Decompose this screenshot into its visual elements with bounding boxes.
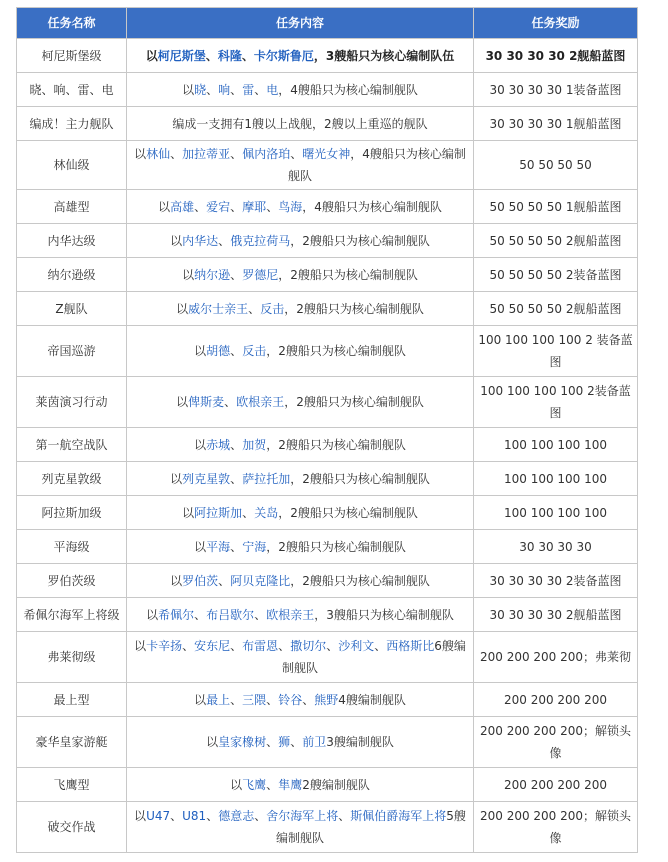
ship-link[interactable]: 卡辛扬 <box>146 639 183 653</box>
ship-separator: 、 <box>182 639 195 653</box>
content-prefix: 以 <box>194 344 207 358</box>
table-body <box>17 39 638 853</box>
content-suffix: 5艘编制舰队 <box>275 809 466 845</box>
task-reward: 200 200 200 200 <box>474 768 638 802</box>
ship-separator: 、 <box>206 82 219 97</box>
task-content <box>127 802 474 853</box>
task-reward: 100 100 100 100 <box>474 462 638 496</box>
task-reward: 100 100 100 100 <box>474 428 638 462</box>
ship-separator: 、 <box>326 639 339 653</box>
content-suffix: ，2艘船只为核心编制舰队 <box>290 233 430 248</box>
content-prefix: 以 <box>194 539 207 554</box>
content-prefix: 以 <box>145 48 158 63</box>
task-name: 平海级 <box>17 530 127 564</box>
task-content <box>127 462 474 496</box>
content-prefix: 以 <box>170 573 183 588</box>
content-suffix: ，2艘船只为核心编制舰队 <box>266 437 406 452</box>
table-row <box>17 564 638 598</box>
content-suffix: ，4艘船只为核心编制舰队 <box>302 199 442 214</box>
ship-link[interactable]: 列克星敦 <box>182 471 231 486</box>
task-name: 纳尔逊级 <box>17 258 127 292</box>
ship-link[interactable]: 科隆 <box>217 48 242 63</box>
task-reward: 50 50 50 50 2舰船蓝图 <box>474 292 638 326</box>
ship-separator: 、 <box>266 735 279 749</box>
ship-separator: 、 <box>242 505 255 520</box>
task-reward: 200 200 200 200；解锁头像 <box>474 717 638 768</box>
content-prefix: 以 <box>182 82 195 97</box>
task-reward: 30 30 30 30 2舰船蓝图 <box>474 39 638 73</box>
task-name: 晓、响、雷、电 <box>17 73 127 107</box>
content-suffix: ，2艘船只为核心编制舰队 <box>290 573 430 588</box>
content-suffix: 6艘编制舰队 <box>281 639 466 675</box>
table-row <box>17 73 638 107</box>
task-content <box>127 326 474 377</box>
content-suffix: ，4艘船只为核心编制舰队 <box>287 147 466 183</box>
content-prefix: 以 <box>158 199 171 214</box>
table-row <box>17 462 638 496</box>
ship-link[interactable]: 西格斯比 <box>386 639 435 653</box>
ship-link[interactable]: 安东尼 <box>194 639 231 653</box>
ship-separator: 、 <box>338 809 351 823</box>
ship-separator: 、 <box>230 199 243 214</box>
ship-link[interactable]: 三隈 <box>242 692 267 707</box>
content-prefix: 以 <box>146 607 159 622</box>
table-row <box>17 190 638 224</box>
task-name: 帝国巡游 <box>17 326 127 377</box>
content-suffix: ，3艘船只为核心编制舰队 <box>314 607 454 622</box>
task-name: 阿拉斯加级 <box>17 496 127 530</box>
task-name: 内华达级 <box>17 224 127 258</box>
ship-link[interactable]: 内华达 <box>182 233 219 248</box>
ship-separator: 、 <box>230 437 243 452</box>
ship-link[interactable]: 宁海 <box>242 539 267 554</box>
ship-separator: 、 <box>230 344 243 358</box>
task-reward: 30 30 30 30 2舰船蓝图 <box>474 598 638 632</box>
ship-link[interactable]: 柯尼斯堡 <box>157 48 206 63</box>
ship-separator: 、 <box>206 809 219 823</box>
content-prefix: 以 <box>134 809 147 823</box>
task-content <box>127 683 474 717</box>
ship-link[interactable]: 摩耶 <box>242 199 267 214</box>
ship-link[interactable]: 罗伯茨 <box>182 573 219 588</box>
content-suffix: ，2艘船只为核心编制舰队 <box>266 539 406 554</box>
content-prefix: 以 <box>194 692 207 707</box>
task-content <box>127 73 474 107</box>
ship-link[interactable]: 熊野 <box>314 692 339 707</box>
task-reward: 30 30 30 30 2装备蓝图 <box>474 564 638 598</box>
task-reward: 50 50 50 50 1舰船蓝图 <box>474 190 638 224</box>
ship-link[interactable]: 纳尔逊 <box>194 267 231 282</box>
task-content <box>127 377 474 428</box>
content-suffix: ，3艘船只为核心编制队伍 <box>313 48 455 63</box>
ship-link[interactable]: 铃谷 <box>278 692 303 707</box>
ship-link[interactable]: 林仙 <box>146 147 171 161</box>
ship-link[interactable]: 皇家橡树 <box>218 735 267 749</box>
content-prefix: 以 <box>194 437 207 452</box>
task-content <box>127 39 474 73</box>
ship-separator: 、 <box>266 692 279 707</box>
ship-link[interactable]: 阿拉斯加 <box>194 505 243 520</box>
ship-link[interactable]: 曙光女神 <box>302 147 351 161</box>
task-name: 破交作战 <box>17 802 127 853</box>
ship-link[interactable]: 撒切尔 <box>290 639 327 653</box>
table-row <box>17 598 638 632</box>
table-row <box>17 428 638 462</box>
task-name: 第一航空战队 <box>17 428 127 462</box>
content-prefix: 以 <box>182 505 195 520</box>
table-row <box>17 141 638 190</box>
ship-link[interactable]: 布雷恩 <box>242 639 279 653</box>
ship-separator: 、 <box>290 735 303 749</box>
header-row <box>17 8 638 39</box>
task-content <box>127 428 474 462</box>
ship-separator: 、 <box>205 48 218 63</box>
ship-separator: 、 <box>230 471 243 486</box>
content-suffix: ，2艘船只为核心编制舰队 <box>284 301 424 316</box>
task-content <box>127 141 474 190</box>
content-prefix: 以 <box>170 233 183 248</box>
task-content <box>127 258 474 292</box>
task-content <box>127 768 474 802</box>
task-name: 飞鹰型 <box>17 768 127 802</box>
ship-link[interactable]: 阿贝克隆比 <box>230 573 291 588</box>
ship-link[interactable]: 狮 <box>278 735 291 749</box>
content-suffix: ，2艘船只为核心编制舰队 <box>290 471 430 486</box>
ship-link[interactable]: 鸟海 <box>278 199 303 214</box>
mission-table <box>16 7 638 853</box>
ship-separator: 、 <box>218 573 231 588</box>
task-name: 编成！主力舰队 <box>17 107 127 141</box>
task-reward: 200 200 200 200；弗莱彻 <box>474 632 638 683</box>
ship-link[interactable]: 舍尔海军上将 <box>266 809 339 823</box>
content-prefix: 以 <box>170 471 183 486</box>
ship-link[interactable]: 佩内洛珀 <box>242 147 291 161</box>
task-content <box>127 496 474 530</box>
header-task-content: 任务内容 <box>127 8 474 39</box>
task-reward: 30 30 30 30 <box>474 530 638 564</box>
ship-separator: 、 <box>266 199 279 214</box>
task-reward: 100 100 100 100 <box>474 496 638 530</box>
ship-link[interactable]: 俾斯麦 <box>188 395 225 409</box>
task-name: 最上型 <box>17 683 127 717</box>
ship-link[interactable]: 反击 <box>242 344 267 358</box>
table-row <box>17 107 638 141</box>
task-name: 列克星敦级 <box>17 462 127 496</box>
content-prefix: 以 <box>134 147 147 161</box>
ship-separator: 、 <box>266 777 279 792</box>
ship-link[interactable]: 雷 <box>242 82 255 97</box>
task-content <box>127 107 474 141</box>
task-name: 林仙级 <box>17 141 127 190</box>
content-prefix: 以 <box>230 777 243 792</box>
ship-link[interactable]: 萨拉托加 <box>242 471 291 486</box>
content-suffix: 2艘编制舰队 <box>302 777 370 792</box>
ship-link[interactable]: 希佩尔 <box>158 607 195 622</box>
task-reward: 30 30 30 30 1装备蓝图 <box>474 73 638 107</box>
task-reward: 50 50 50 50 2舰船蓝图 <box>474 224 638 258</box>
task-content <box>127 292 474 326</box>
task-reward: 100 100 100 100 2 装备蓝图 <box>474 326 638 377</box>
ship-separator: 、 <box>374 639 387 653</box>
ship-separator: 、 <box>230 267 243 282</box>
content-prefix: 以 <box>176 395 189 409</box>
task-reward: 50 50 50 50 2装备蓝图 <box>474 258 638 292</box>
table-row <box>17 377 638 428</box>
task-name: 豪华皇家游艇 <box>17 717 127 768</box>
ship-link[interactable]: 高雄 <box>170 199 195 214</box>
ship-link[interactable]: 关岛 <box>254 505 279 520</box>
table-row <box>17 292 638 326</box>
task-reward: 200 200 200 200 <box>474 683 638 717</box>
table-row <box>17 632 638 683</box>
ship-separator: 、 <box>302 692 315 707</box>
ship-link[interactable]: 前卫 <box>302 735 327 749</box>
ship-link[interactable]: 响 <box>218 82 231 97</box>
ship-separator: 、 <box>230 639 243 653</box>
table-row <box>17 326 638 377</box>
ship-separator: 、 <box>230 147 243 161</box>
content-suffix: 3艘编制舰队 <box>326 735 394 749</box>
ship-link[interactable]: 加拉蒂亚 <box>182 147 231 161</box>
task-name: 希佩尔海军上将级 <box>17 598 127 632</box>
ship-link[interactable]: U81 <box>182 809 207 823</box>
table-header <box>17 8 638 39</box>
ship-separator: 、 <box>218 233 231 248</box>
content-suffix: ，4艘船只为核心编制舰队 <box>278 82 418 97</box>
table-row <box>17 224 638 258</box>
table-row <box>17 717 638 768</box>
task-content <box>127 632 474 683</box>
table-row <box>17 258 638 292</box>
header-task-name: 任务名称 <box>17 8 127 39</box>
ship-link[interactable]: 赤城 <box>206 437 231 452</box>
ship-link[interactable]: 最上 <box>206 692 231 707</box>
ship-separator: 、 <box>224 395 237 409</box>
task-name: 高雄型 <box>17 190 127 224</box>
ship-separator: 、 <box>170 809 183 823</box>
table-row <box>17 39 638 73</box>
task-name: Z舰队 <box>17 292 127 326</box>
ship-separator: 、 <box>194 199 207 214</box>
ship-separator: 、 <box>194 607 207 622</box>
header-task-reward: 任务奖励 <box>474 8 638 39</box>
content-prefix: 以 <box>206 735 219 749</box>
ship-link[interactable]: 俄克拉荷马 <box>230 233 291 248</box>
content-suffix: ，2艘船只为核心编制舰队 <box>284 395 424 409</box>
table-row <box>17 683 638 717</box>
ship-link[interactable]: 爱宕 <box>206 199 231 214</box>
ship-separator: 、 <box>290 147 303 161</box>
ship-link[interactable]: 飞鹰 <box>242 777 267 792</box>
task-reward: 50 50 50 50 <box>474 141 638 190</box>
ship-link[interactable]: 平海 <box>206 539 231 554</box>
task-content <box>127 530 474 564</box>
content-suffix: ，2艘船只为核心编制舰队 <box>278 505 418 520</box>
task-content <box>127 224 474 258</box>
task-reward: 100 100 100 100 2装备蓝图 <box>474 377 638 428</box>
ship-link[interactable]: 德意志 <box>218 809 255 823</box>
ship-separator: 、 <box>170 147 183 161</box>
table-row <box>17 530 638 564</box>
ship-link[interactable]: 隼鹰 <box>278 777 303 792</box>
table-row <box>17 768 638 802</box>
task-name: 柯尼斯堡级 <box>17 39 127 73</box>
task-name: 莱茵演习行动 <box>17 377 127 428</box>
content-prefix: 以 <box>134 639 147 653</box>
task-content <box>127 564 474 598</box>
task-name: 罗伯茨级 <box>17 564 127 598</box>
ship-separator: 、 <box>248 301 261 316</box>
ship-link[interactable]: 胡德 <box>206 344 231 358</box>
ship-link[interactable]: 罗德尼 <box>242 267 279 282</box>
ship-link[interactable]: 威尔士亲王 <box>188 301 249 316</box>
ship-link[interactable]: 反击 <box>260 301 285 316</box>
ship-separator: 、 <box>230 82 243 97</box>
task-reward: 30 30 30 30 1舰船蓝图 <box>474 107 638 141</box>
ship-link[interactable]: 晓 <box>194 82 207 97</box>
task-name: 弗莱彻级 <box>17 632 127 683</box>
task-reward: 200 200 200 200；解锁头像 <box>474 802 638 853</box>
ship-separator: 、 <box>254 809 267 823</box>
table-row <box>17 802 638 853</box>
ship-link[interactable]: 斯佩伯爵海军上将 <box>350 809 447 823</box>
task-content <box>127 598 474 632</box>
content-suffix: 编成一支拥有1艘以上战舰，2艘以上重巡的舰队 <box>172 116 428 131</box>
content-prefix: 以 <box>176 301 189 316</box>
ship-link[interactable]: 欧根亲王 <box>236 395 285 409</box>
ship-link[interactable]: 卡尔斯鲁厄 <box>253 48 314 63</box>
ship-link[interactable]: 欧根亲王 <box>266 607 315 622</box>
ship-separator: 、 <box>230 692 243 707</box>
ship-separator: 、 <box>230 539 243 554</box>
content-suffix: ，2艘船只为核心编制舰队 <box>266 344 406 358</box>
ship-link[interactable]: 布吕歇尔 <box>206 607 255 622</box>
ship-link[interactable]: 沙利文 <box>338 639 375 653</box>
ship-link[interactable]: 加贺 <box>242 437 267 452</box>
task-content <box>127 717 474 768</box>
ship-separator: 、 <box>241 48 254 63</box>
ship-link[interactable]: U47 <box>146 809 171 823</box>
ship-link[interactable]: 电 <box>266 82 279 97</box>
table-row <box>17 496 638 530</box>
ship-separator: 、 <box>254 82 267 97</box>
content-prefix: 以 <box>182 267 195 282</box>
content-suffix: 4艘编制舰队 <box>338 692 406 707</box>
ship-separator: 、 <box>254 607 267 622</box>
task-content <box>127 190 474 224</box>
content-suffix: ，2艘船只为核心编制舰队 <box>278 267 418 282</box>
ship-separator: 、 <box>278 639 291 653</box>
